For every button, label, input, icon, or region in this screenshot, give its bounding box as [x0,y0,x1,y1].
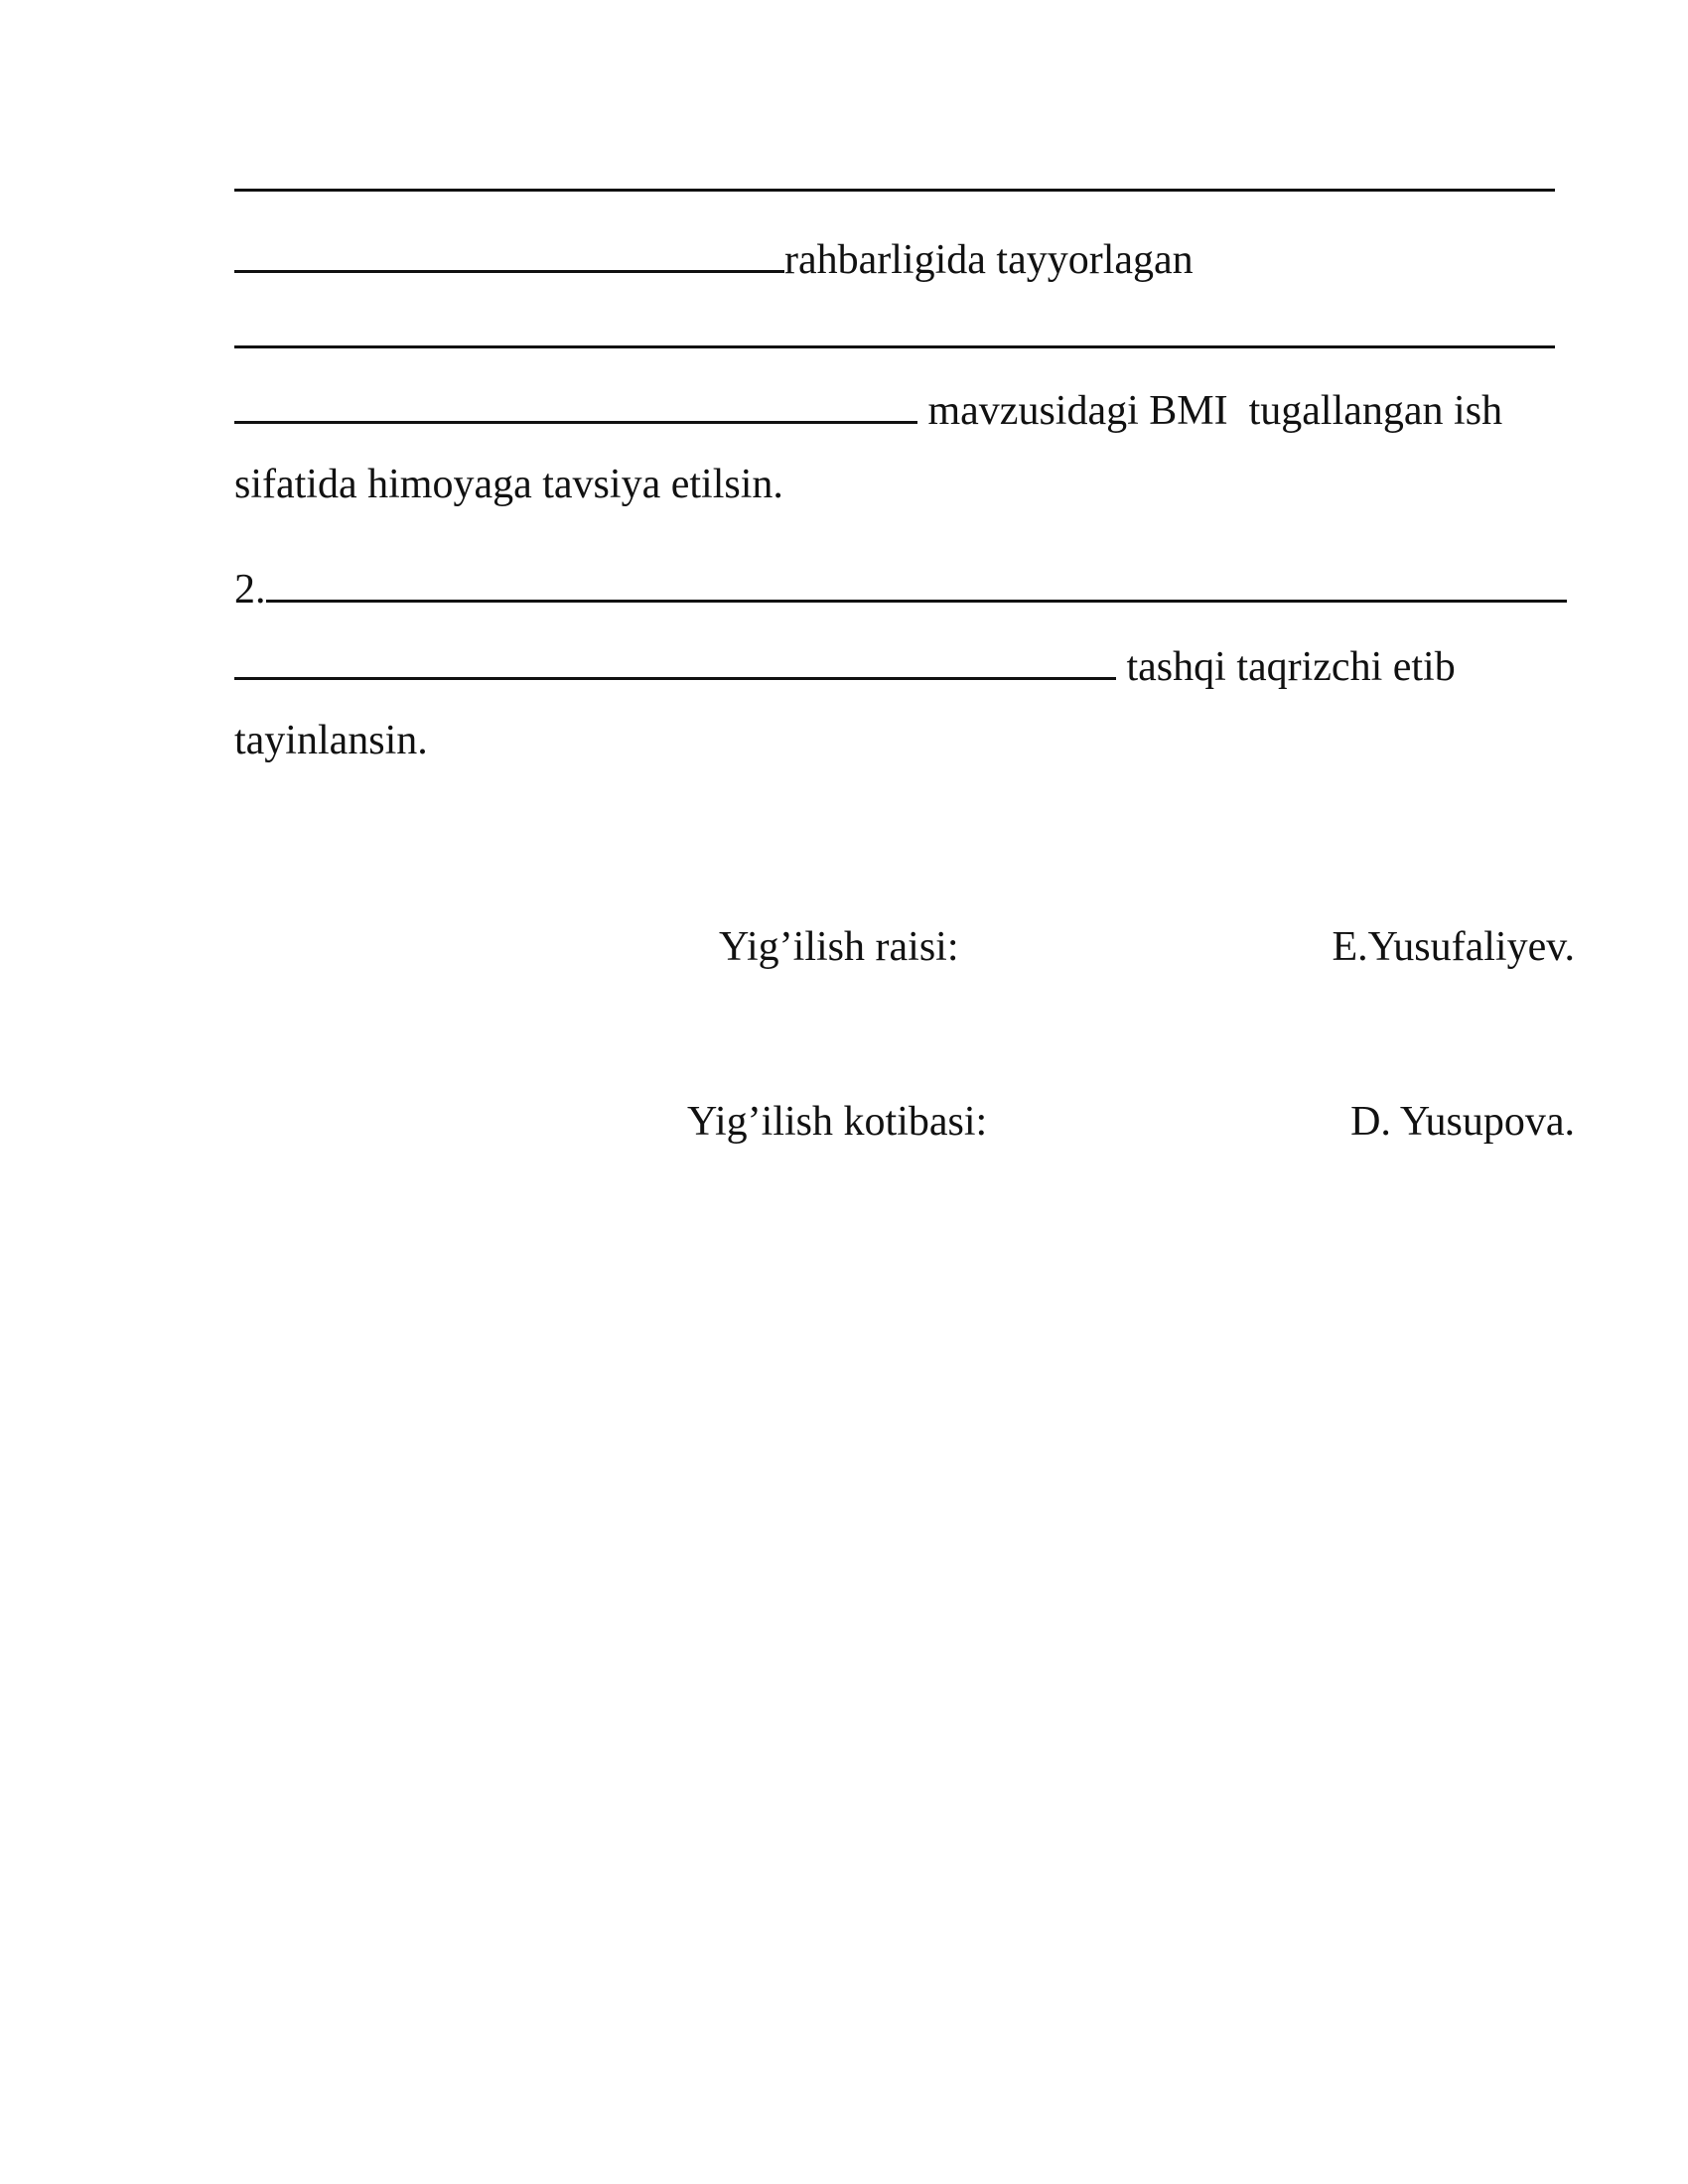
blank-line-1 [234,149,1555,205]
blank-rule [234,381,917,424]
supervisor-line [234,230,1194,286]
blank-rule [266,560,1567,603]
blank-rule [234,230,784,273]
chairman-name: E.Yusufaliyev. [1332,924,1575,970]
blank-rule [234,637,1116,680]
appointment-text: tayinlansin. [234,718,428,763]
reviewer-text: tashqi taqrizchi etib [1126,644,1456,690]
secretary-label: Yig’ilish kotibasi: [687,1099,988,1145]
recommendation-text: sifatida himoyaga tavsiya etilsin. [234,462,783,507]
secretary-name: D. Yusupova. [1350,1099,1575,1145]
reviewer-line [234,637,1456,693]
blank-rule [234,306,1555,348]
item-2-line [234,560,1567,615]
blank-rule [234,149,1555,192]
supervisor-text: rahbarligida tayyorlagan [784,237,1194,283]
topic-text: mavzusidagi BMI tugallangan ish [927,388,1503,434]
chairman-label: Yig’ilish raisi: [719,924,959,970]
item-number: 2. [234,567,266,613]
topic-line [234,381,1502,437]
blank-line-3 [234,306,1555,361]
